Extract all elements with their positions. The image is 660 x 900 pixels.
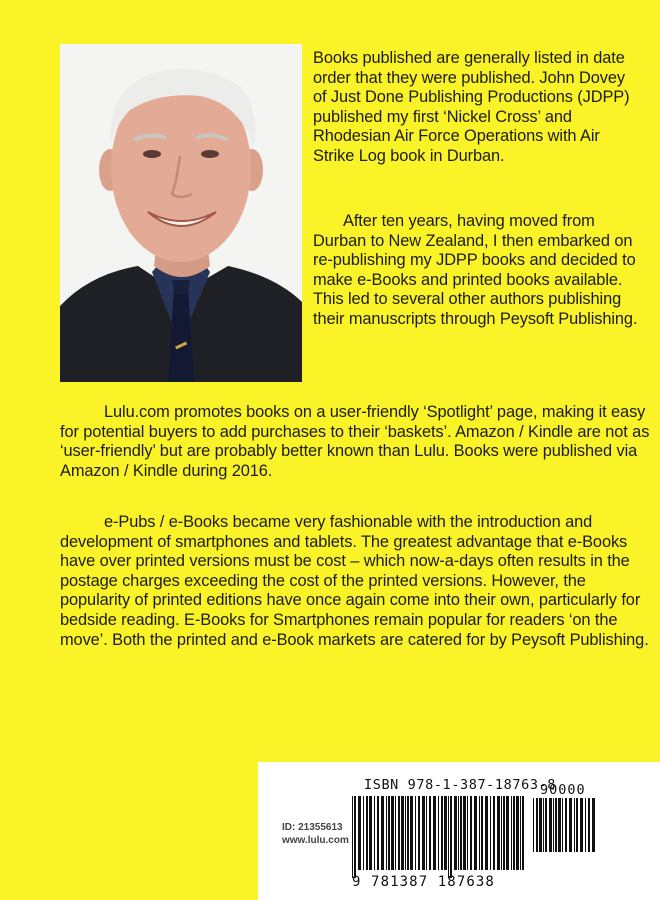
- ebooks-paragraph: e-Pubs / e-Books became very fashionable with the introduction and development of smartphones and tablets. The greatest advantage that e-Books have over printed versions must be cost – which now-a-days often results in the postage charges exceeding the cost of the printed versions. However, the popularity of printed editions have once again come into their own, particularly for bedside reading. E-Books for Smartphones remain popular for readers ‘on the move’. Both the printed and e-Book markets are catered for by Peysoft Publishing.: [60, 513, 649, 649]
- lulu-paragraph: Lulu.com promotes books on a user-friendly ‘Spotlight’ page, making it easy for potential buyers to add purchases to their ‘baskets’. Amazon / Kindle are not as ‘user-friendly’ but are probably better known than Lulu. Books were published via Amazon / Kindle during 2016.: [60, 403, 650, 480]
- lulu-id: ID: 21355613: [282, 822, 343, 833]
- addon-barcode: [532, 798, 596, 860]
- lulu-url: www.lulu.com: [282, 835, 349, 846]
- isbn-label: ISBN 978-1-387-18763-8: [364, 777, 557, 793]
- ean-digits: 9 781387 187638: [352, 874, 495, 890]
- intro-paragraph: Books published are generally listed in date order that they were published. John Dovey of Just Done Publishing Productions (JDPP) published my first ‘Nickel Cross’ and Rhodesian Air Force Operations with Air Strike Log book in Durban.: [313, 49, 630, 165]
- new-zealand-paragraph: After ten years, having moved from Durban to New Zealand, I then embarked on re-publishing my JDPP books and decided to make e-Books and printed books available. This led to several other authors publishing their manuscripts through Peysoft Publishing.: [313, 212, 638, 328]
- price-code: 90000: [540, 782, 586, 798]
- ean-barcode: [351, 796, 526, 878]
- author-photo: [60, 44, 302, 382]
